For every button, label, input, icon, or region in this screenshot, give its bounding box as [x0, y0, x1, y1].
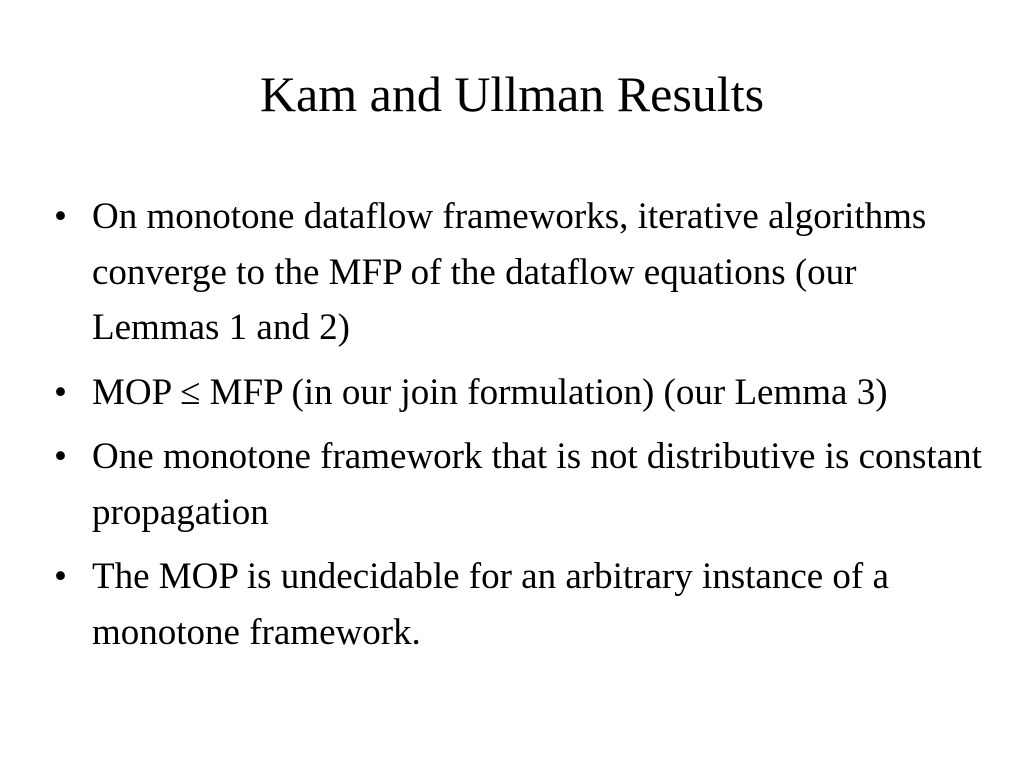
bullet-text: The MOP is undecidable for an arbitrary instance of a monotone framework.: [92, 556, 889, 653]
bullet-item: [54, 429, 984, 540]
bullet-text: MOP ≤ MFP (in our join formulation) (our Lemma 3): [92, 371, 888, 413]
bullet-item: [54, 549, 984, 660]
bullet-item: [54, 189, 984, 356]
bullet-icon: •: [54, 556, 67, 597]
slide-title: Kam and Ullman Results: [259, 66, 765, 122]
bullet-text: One monotone framework that is not distributive is constant propagation: [92, 436, 982, 533]
bullet-icon: •: [54, 371, 67, 413]
bullet-list: [54, 189, 984, 669]
bullet-text: On monotone dataflow frameworks, iterative algorithms converge to the MFP of the dataflow equations (our Lemmas 1 and 2): [92, 196, 927, 348]
bullet-icon: •: [54, 196, 67, 237]
bullet-item: [54, 365, 984, 421]
bullet-icon: •: [54, 436, 67, 477]
